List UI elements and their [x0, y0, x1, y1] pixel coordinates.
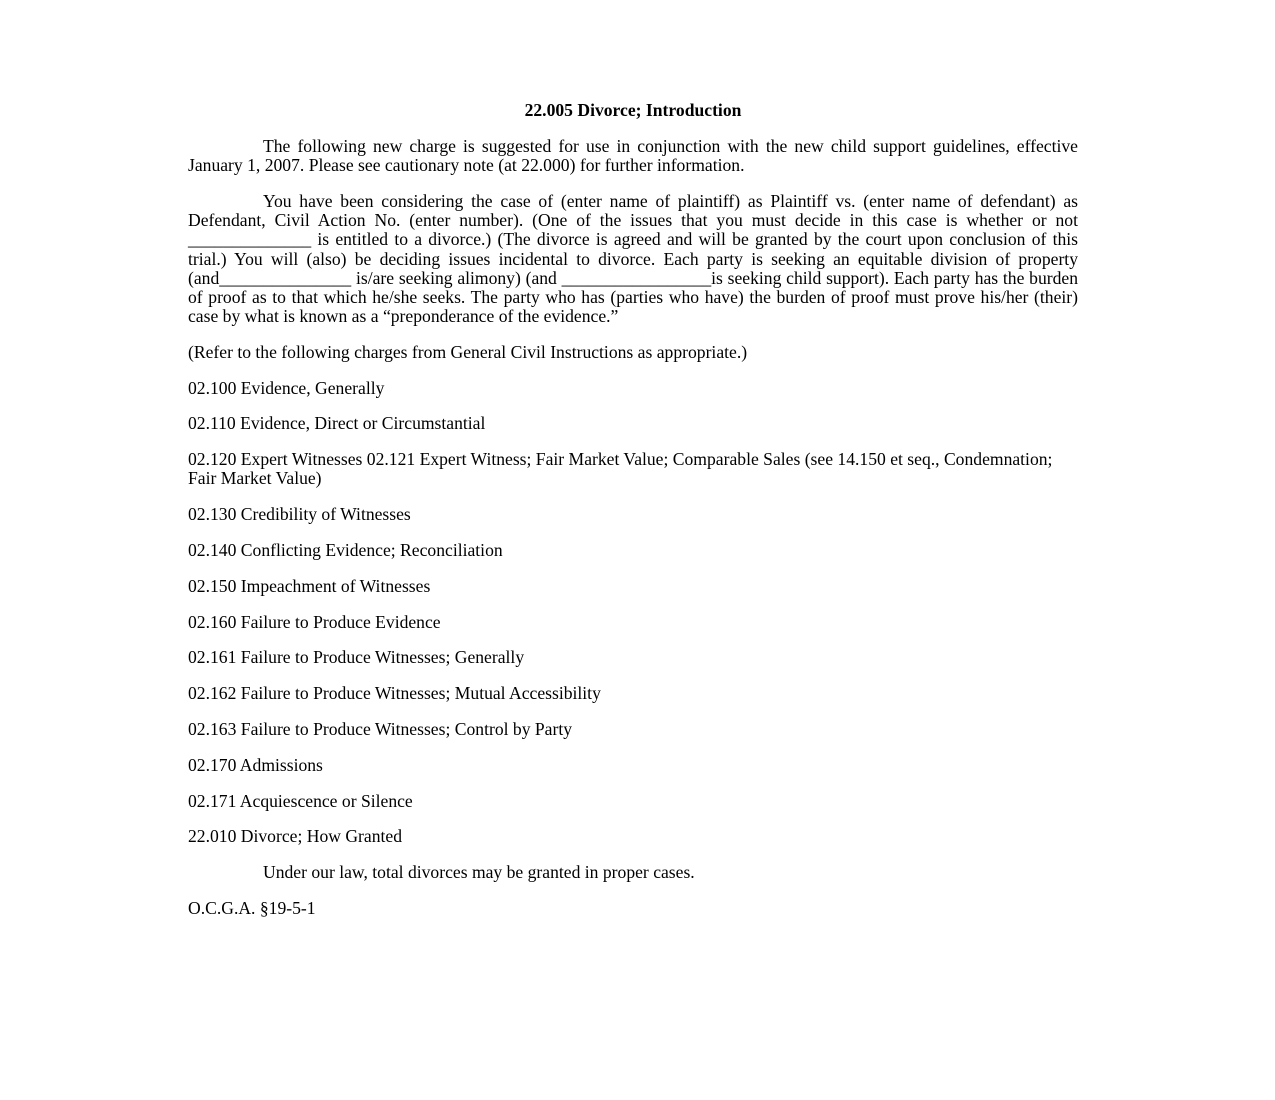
charge-item-02-140: 02.140 Conflicting Evidence; Reconciliation — [188, 539, 503, 560]
charge-item-02-120: 02.120 Expert Witnesses 02.121 Expert Witness; Fair Market Value; Comparable Sales (see 14.150 et seq., Condemnation; Fair Market Value) — [188, 449, 1053, 489]
charge-item-02-170: 02.170 Admissions — [188, 754, 323, 775]
main-paragraph: You have been considering the case of (enter name of plaintiff) as Plaintiff vs. (enter name of defendant) as Defendant, Civil Action No. (enter number). (One of the issues that you must decide in this case is whether or not ______________ is entitled to a divorce.) (The divorce is agreed and will be granted by the court upon conclusion of this trial.) You will (also) be deciding issues incidental to divorce. Each party is seeking an equitable division of property (and_______________ is/are seeking alimony) (and _________________is seeking child support). Each party has the burden of proof as to that which he/she seeks. The party who has (parties who have) the burden of proof must prove his/her (their) case by what is known as a “preponderance of the evidence.” — [188, 190, 1078, 327]
refer-note: (Refer to the following charges from General Civil Instructions as appropriate.) — [188, 341, 748, 362]
citation: O.C.G.A. §19-5-1 — [188, 897, 316, 918]
document-title: 22.005 Divorce; Introduction — [524, 100, 742, 120]
charge-item-02-171: 02.171 Acquiescence or Silence — [188, 790, 413, 811]
charge-item-02-150: 02.150 Impeachment of Witnesses — [188, 575, 431, 596]
charge-item-02-110: 02.110 Evidence, Direct or Circumstantial — [188, 413, 486, 434]
charge-item-02-100: 02.100 Evidence, Generally — [188, 377, 385, 398]
law-paragraph: Under our law, total divorces may be granted in proper cases. — [263, 862, 695, 883]
intro-paragraph: The following new charge is suggested for use in conjunction with the new child support guidelines, effective January 1, 2007. Please see cautionary note (at 22.000) for further information. — [188, 136, 1078, 176]
charge-item-02-130: 02.130 Credibility of Witnesses — [188, 504, 411, 525]
charge-item-02-162: 02.162 Failure to Produce Witnesses; Mutual Accessibility — [188, 683, 601, 704]
charge-item-02-160: 02.160 Failure to Produce Evidence — [188, 611, 441, 632]
charge-item-02-163: 02.163 Failure to Produce Witnesses; Control by Party — [188, 718, 573, 739]
charge-list — [188, 379, 1078, 847]
charge-item-22-010: 22.010 Divorce; How Granted — [188, 826, 403, 847]
charge-item-02-161: 02.161 Failure to Produce Witnesses; Generally — [188, 647, 525, 668]
document-page — [188, 100, 1078, 935]
